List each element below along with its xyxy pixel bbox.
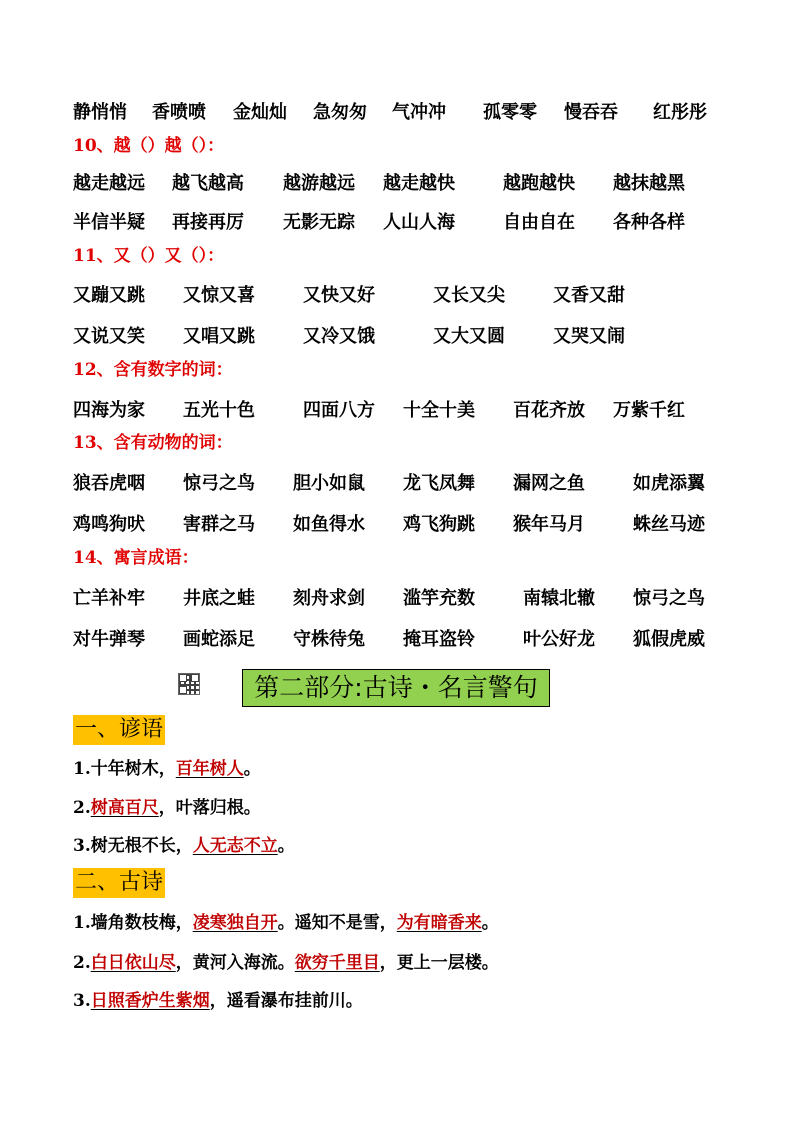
word: 又蹦又跳 — [73, 285, 145, 306]
group-heading-12: 12、含有数字的词： — [73, 360, 233, 380]
word: 漏网之鱼 — [513, 473, 585, 494]
line-text: ，黄河入海流。 — [175, 953, 295, 973]
word-row — [0, 470, 793, 498]
section-heading-poems: 二、古诗 — [73, 868, 165, 898]
group-heading-14: 14、寓言成语： — [73, 548, 199, 568]
line-text: 树无根不长， — [90, 836, 193, 856]
word: 掩耳盗铃 — [403, 629, 475, 650]
answer-text: 百年树人 — [175, 759, 244, 779]
word: 蛛丝马迹 — [633, 514, 705, 535]
word: 画蛇添足 — [183, 629, 255, 650]
word: 又哭又闹 — [553, 326, 625, 347]
word: 越走越远 — [73, 173, 145, 194]
word: 越抹越黑 — [613, 173, 685, 194]
word: 越走越快 — [383, 173, 455, 194]
proverb-line — [73, 756, 261, 782]
word: 叶公好龙 — [523, 629, 595, 650]
word-row — [0, 397, 793, 425]
word-row — [0, 282, 793, 310]
word: 对牛弹琴 — [73, 629, 145, 650]
word: 再接再厉 — [172, 212, 244, 233]
line-number: 2. — [73, 798, 91, 818]
word: 又快又好 — [303, 285, 375, 306]
line-text: 墙角数枝梅， — [90, 913, 193, 933]
word: 害群之马 — [183, 514, 255, 535]
word: 金灿灿 — [233, 102, 287, 123]
answer-text: 日照香炉生紫烟 — [90, 991, 210, 1011]
word: 十全十美 — [403, 400, 475, 421]
answer-text: 欲穷千里目 — [294, 953, 380, 973]
word: 又惊又喜 — [183, 285, 255, 306]
poem-line — [73, 988, 363, 1014]
word: 越飞越高 — [172, 173, 244, 194]
word: 守株待兔 — [293, 629, 365, 650]
line-text: 十年树木， — [90, 759, 176, 779]
word: 又说又笑 — [73, 326, 145, 347]
word: 又大又圆 — [433, 326, 505, 347]
word: 又冷又饿 — [303, 326, 375, 347]
word: 半信半疑 — [73, 212, 145, 233]
word-row — [0, 99, 793, 127]
line-number: 2. — [73, 953, 91, 973]
poem-line — [73, 950, 499, 976]
word: 慢吞吞 — [564, 102, 618, 123]
word: 越跑越快 — [503, 173, 575, 194]
word: 静悄悄 — [73, 102, 127, 123]
group-heading-10: 10、越（）越（）： — [73, 136, 225, 156]
word: 龙飞凤舞 — [403, 473, 475, 494]
word: 如虎添翼 — [633, 473, 705, 494]
line-text: 。 — [277, 836, 295, 856]
word: 无影无踪 — [283, 212, 355, 233]
answer-text: 白日依山尽 — [90, 953, 176, 973]
word: 又香又甜 — [553, 285, 625, 306]
word: 鸡飞狗跳 — [403, 514, 475, 535]
word: 自由自在 — [503, 212, 575, 233]
word: 亡羊补牢 — [73, 588, 145, 609]
word: 万紫千红 — [613, 400, 685, 421]
word: 南辕北辙 — [523, 588, 595, 609]
group-heading-13: 13、含有动物的词： — [73, 433, 233, 453]
word: 急匆匆 — [313, 102, 367, 123]
part-title: 第二部分:古诗・名言警句 — [242, 669, 550, 707]
answer-text: 为有暗香来 — [396, 913, 482, 933]
word: 如鱼得水 — [293, 514, 365, 535]
word: 又唱又跳 — [183, 326, 255, 347]
proverb-line — [73, 833, 295, 859]
word: 狼吞虎咽 — [73, 473, 145, 494]
word: 五光十色 — [183, 400, 255, 421]
word: 井底之蛙 — [183, 588, 255, 609]
qr-code-icon — [178, 673, 200, 695]
word-row — [0, 511, 793, 539]
word: 猴年马月 — [513, 514, 585, 535]
word: 刻舟求剑 — [293, 588, 365, 609]
word: 鸡鸣狗吠 — [73, 514, 145, 535]
group-heading-11: 11、又（）又（）： — [73, 246, 225, 266]
line-text: 。 — [243, 759, 261, 779]
line-number: 3. — [73, 836, 91, 856]
word-row — [0, 585, 793, 613]
line-text: ，遥看瀑布挂前川。 — [209, 991, 363, 1011]
word: 红彤彤 — [653, 102, 707, 123]
line-text: ，叶落归根。 — [158, 798, 261, 818]
word: 人山人海 — [383, 212, 455, 233]
word: 狐假虎威 — [633, 629, 705, 650]
line-number: 1. — [73, 913, 91, 933]
word-row — [0, 209, 793, 237]
word: 惊弓之鸟 — [183, 473, 255, 494]
word: 气冲冲 — [392, 102, 446, 123]
word: 百花齐放 — [513, 400, 585, 421]
word: 四面八方 — [303, 400, 375, 421]
line-number: 3. — [73, 991, 91, 1011]
line-text: 。 — [481, 913, 499, 933]
answer-text: 凌寒独自开 — [192, 913, 278, 933]
word-row — [0, 170, 793, 198]
line-text: 。遥知不是雪， — [277, 913, 397, 933]
answer-text: 人无志不立 — [192, 836, 278, 856]
proverb-line — [73, 795, 261, 821]
word-row — [0, 626, 793, 654]
word: 香喷喷 — [152, 102, 206, 123]
word: 孤零零 — [483, 102, 537, 123]
section-heading-proverbs: 一、谚语 — [73, 715, 165, 745]
word: 惊弓之鸟 — [633, 588, 705, 609]
word: 滥竽充数 — [403, 588, 475, 609]
word: 各种各样 — [613, 212, 685, 233]
line-number: 1. — [73, 759, 91, 779]
word: 又长又尖 — [433, 285, 505, 306]
word: 四海为家 — [73, 400, 145, 421]
poem-line — [73, 910, 499, 936]
word: 越游越远 — [283, 173, 355, 194]
word-row — [0, 323, 793, 351]
line-text: ，更上一层楼。 — [379, 953, 499, 973]
word: 胆小如鼠 — [293, 473, 365, 494]
answer-text: 树高百尺 — [90, 798, 159, 818]
